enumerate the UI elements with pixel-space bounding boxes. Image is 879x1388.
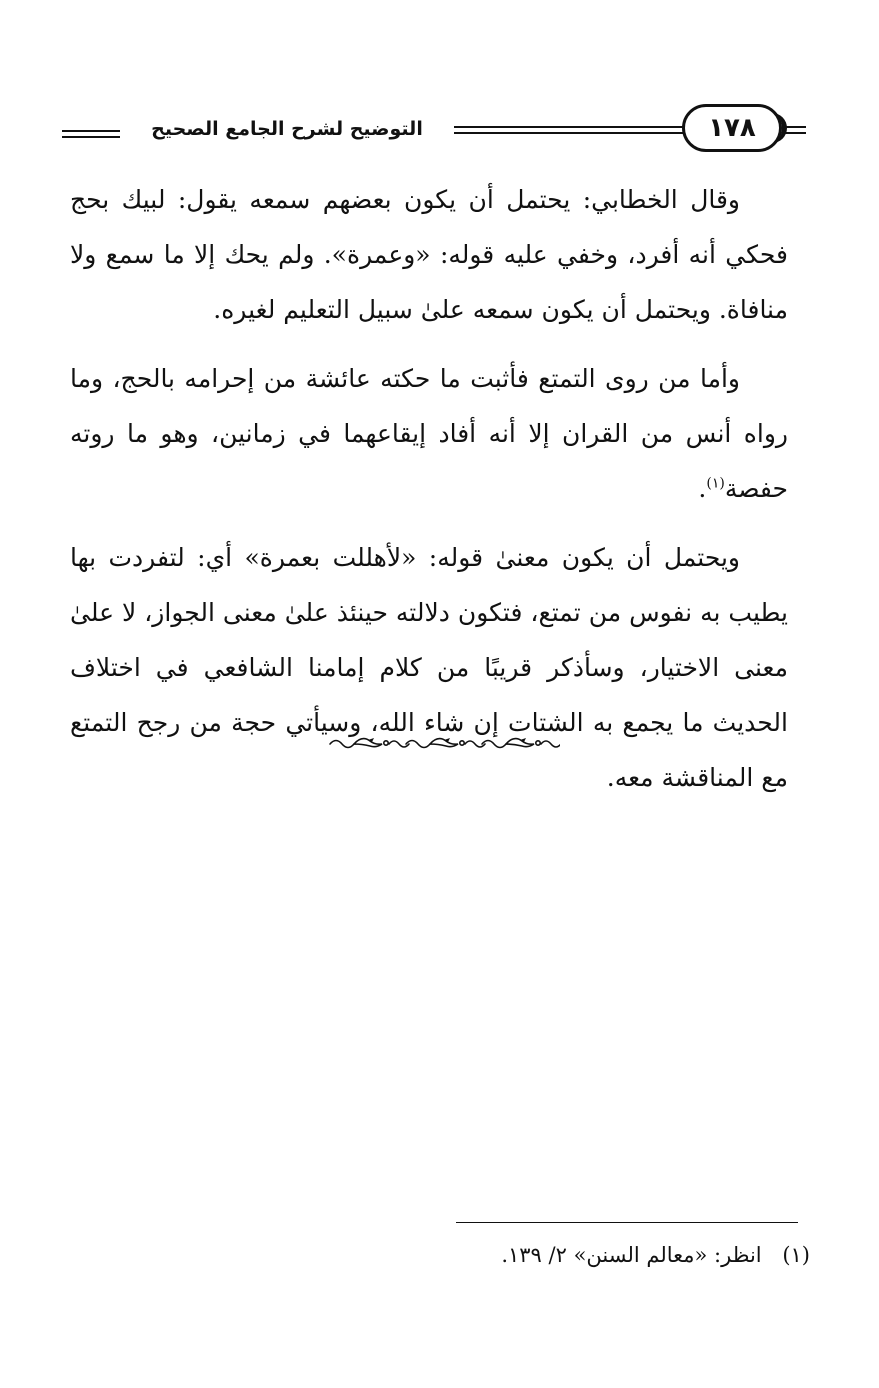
header-rule-right <box>784 126 806 128</box>
footnote-reference[interactable]: (١) <box>706 475 725 492</box>
section-ornament <box>320 730 560 758</box>
page-number: ١٧٨ <box>708 113 756 143</box>
footnote-text: انظر: «معالم السنن» ٢/ ١٣٩. <box>501 1243 762 1267</box>
paragraph-text: وقال الخطابي: يحتمل أن يكون بعضهم سمعه يقول: لبيك بحج فحكي أنه أفرد، وخفي عليه قوله: «وعمرة». ولم يحك إلا ما سمع ولا منافاة. ويحتمل أن يكون سمعه علىٰ سبيل التعليم لغيره. <box>70 185 788 324</box>
header-rule-middle <box>454 126 684 128</box>
paragraph-khattabi <box>70 172 788 337</box>
running-title: التوضيح لشرح الجامع الصحيح <box>151 118 423 140</box>
paragraph-text: وأما من روى التمتع فأثبت ما حكته عائشة من إحرامه بالحج، وما رواه أنس من القران إلا أنه أفاد إيقاعهما في زمانين، وهو ما روته حفصة <box>70 364 788 503</box>
footnote-1 <box>300 1238 810 1272</box>
footnote-separator <box>456 1222 798 1223</box>
paragraph-text: ويحتمل أن يكون معنىٰ قوله: «لأهللت بعمرة» أي: لتفردت بها يطيب به نفوس من تمتع، فتكون دلالته حينئذ علىٰ معنى الجواز، لا علىٰ معنى الاختيار، وسأذكر قريبًا من كلام إمامنا الشافعي في اختلاف الحديث ما يجمع به الشتات إن شاء الله، وسيأتي حجة من رجح التمتع مع المناقشة معه. <box>70 543 788 792</box>
paragraph-tamattu <box>70 351 788 516</box>
paragraph-tail: . <box>698 474 707 503</box>
running-header <box>62 100 802 160</box>
footnote-marker: (١) <box>782 1243 810 1267</box>
paragraph-ihlal <box>70 530 788 805</box>
header-rule-left <box>62 130 120 132</box>
main-text <box>70 172 788 805</box>
page-number-frame <box>682 104 782 152</box>
